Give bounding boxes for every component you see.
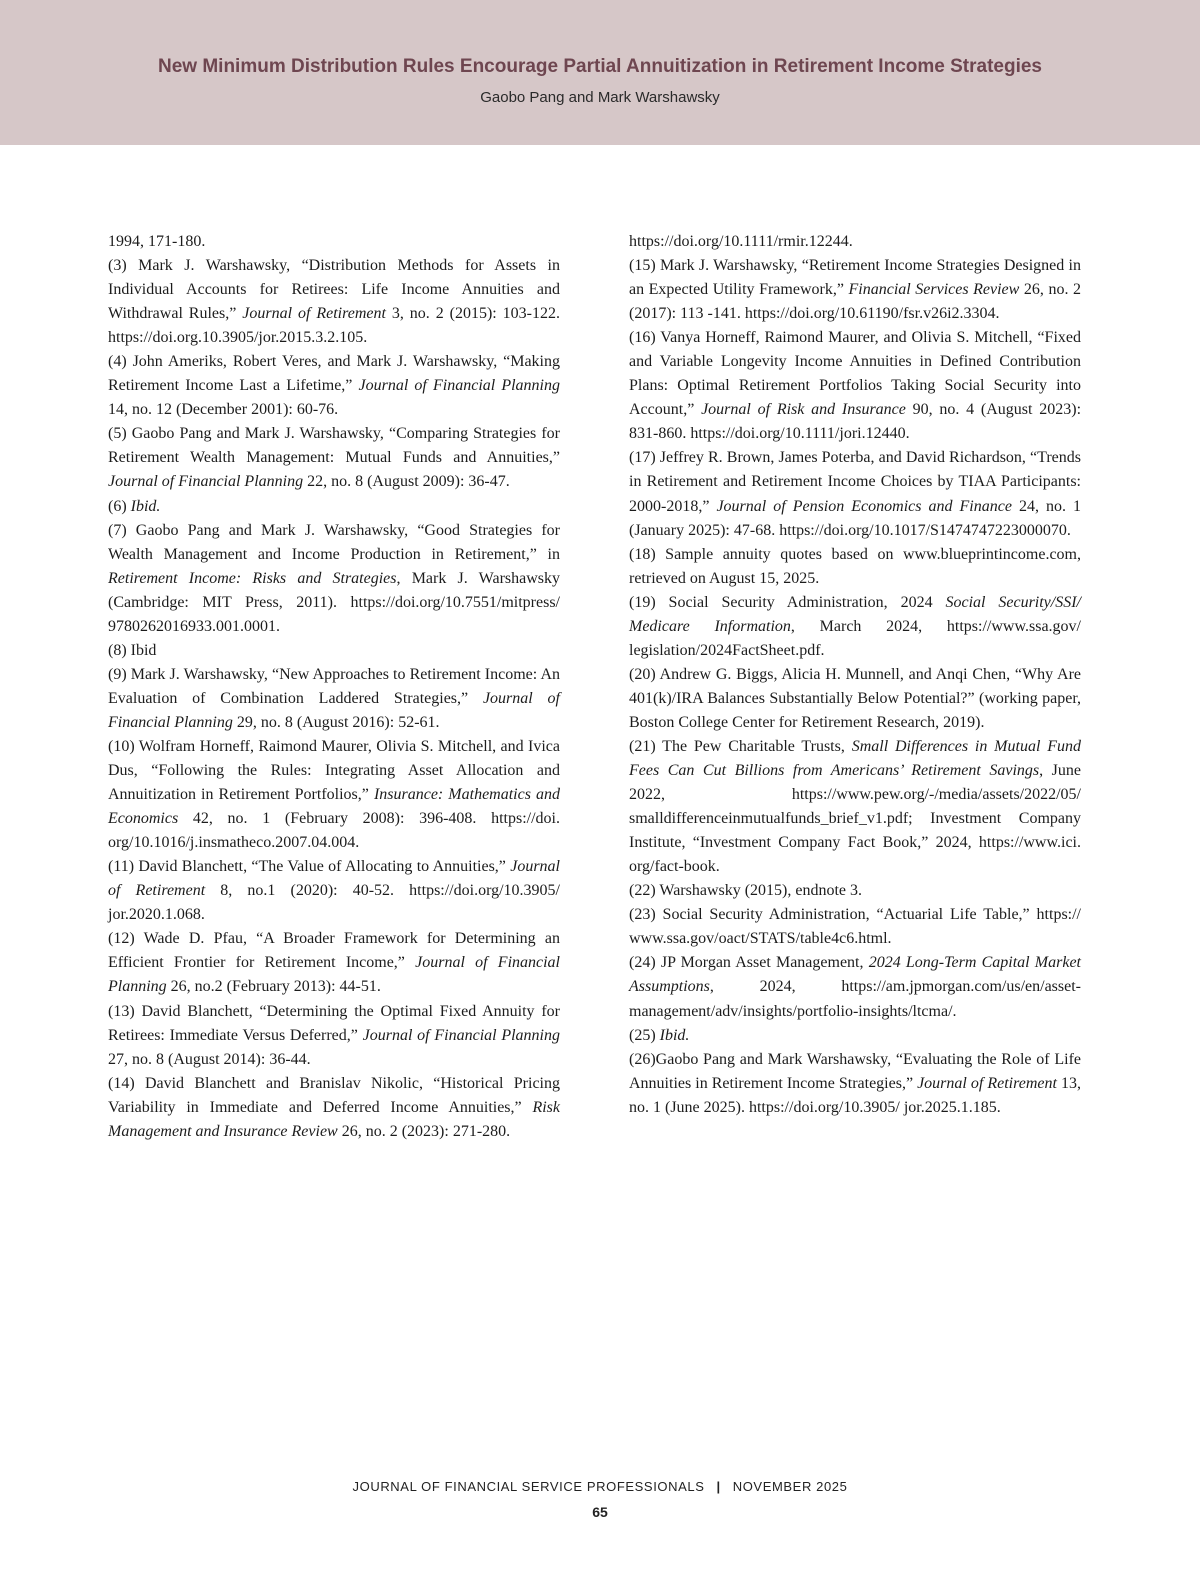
endnote: (24) JP Morgan Asset Management, 2024 Long-Term Capital Market Assumptions, 2024, https://am.jpmorgan.com/us/en/asset-management/adv/insights/portfolio-insights/ltcma/. bbox=[629, 954, 1081, 1020]
article-title: New Minimum Distribution Rules Encourage Partial Annuitization in Retirement Income Strategies bbox=[158, 56, 1042, 77]
endnote: (23) Social Security Administration, “Actuarial Life Table,” https:// www.ssa.gov/oact/STATS/table4c6.html. bbox=[629, 906, 1081, 948]
endnote: (4) John Ameriks, Robert Veres, and Mark J. Warshawsky, “Making Retirement Income Last a Lifetime,” Journal of Financial Planning 14, no. 12 (December 2001): 60-76. bbox=[108, 353, 560, 419]
endnote: (14) David Blanchett and Branislav Nikolic, “Historical Pricing Variability in Immediate and Deferred Income Annuities,” Risk Management and Insurance Review 26, no. 2 (2023): 271-280. bbox=[108, 1074, 560, 1140]
journal-name: JOURNAL OF FINANCIAL SERVICE PROFESSIONALS bbox=[352, 1479, 705, 1494]
endnote: (17) Jeffrey R. Brown, James Poterba, and David Richardson, “Trends in Retirement and Retirement Income Choices by TIAA Participants: 2000-2018,” Journal of Pension Economics and Finance 24, no. 1 (January 2025): 47-68. https://doi.org/10.1017/S1474747223000070. bbox=[629, 449, 1082, 539]
endnote: (16) Vanya Horneff, Raimond Maurer, and Olivia S. Mitchell, “Fixed and Variable Longevity Income Annuities in Defined Contribution Plans: Optimal Retirement Portfolios Taking Social Security into Account,” Journal of Risk and Insurance 90, no. 4 (August 2023): 831-860. https://doi.org/10.1111/jori.12440. bbox=[629, 329, 1082, 443]
endnote: (11) David Blanchett, “The Value of Allocating to Annuities,” Journal of Retirement 8, no.1 (2020): 40-52. https://doi.org/10.3905/ jor.2020.1.068. bbox=[108, 858, 561, 924]
article-authors: Gaobo Pang and Mark Warshawsky bbox=[480, 89, 720, 106]
endnote: (21) The Pew Charitable Trusts, Small Differences in Mutual Fund Fees Can Cut Billions from Americans’ Retirement Savings, June 2022, https://www.pew.org/-/media/assets/2022/05/ smalldifferenceinmutualfunds_brief_v1.pdf; Investment Company Institute, “Investment Company Fact Book,” 2024, https://www.ici. org/fact-book. bbox=[629, 737, 1081, 876]
endnote: (15) Mark J. Warshawsky, “Retirement Income Strategies Designed in an Expected Utility Framework,” Financial Services Review 26, no. 2 (2017): 113 -141. https://doi.org/10.61190/fsr.v26i2.3304. bbox=[629, 257, 1082, 323]
endnote: (20) Andrew G. Biggs, Alicia H. Munnell, and Anqi Chen, “Why Are 401(k)/IRA Balances Substantially Below Potential?” (working paper, Boston College Center for Retirement Research, 2019). bbox=[629, 665, 1081, 731]
endnote: (25) Ibid. bbox=[629, 1026, 690, 1044]
endnote: (8) Ibid bbox=[108, 641, 157, 659]
footer-separator: | bbox=[716, 1479, 721, 1494]
endnote: (10) Wolfram Horneff, Raimond Maurer, Olivia S. Mitchell, and Ivica Dus, “Following the Rules: Integrating Asset Allocation and Annuitization in Retirement Portfolios,” Insurance: Mathematics and Economics 42, no. 1 (February 2008): 396-408. https://doi. org/10.1016/j.insmatheco.2007.04.004. bbox=[108, 737, 560, 852]
running-footer bbox=[0, 1479, 1200, 1494]
endnote: (7) Gaobo Pang and Mark J. Warshawsky, “Good Strategies for Wealth Management and Income Production in Retirement,” in Retirement Income: Risks and Strategies, Mark J. Warshawsky (Cambridge: MIT Press, 2011). https://doi.org/10.7551/mitpress/ 9780262016933.001.0001. bbox=[108, 521, 561, 635]
endnotes-right-column bbox=[629, 230, 1081, 1120]
endnotes-left-column bbox=[108, 230, 560, 1144]
endnote: (6) Ibid. bbox=[108, 497, 161, 515]
header-banner bbox=[0, 0, 1200, 145]
endnote: (18) Sample annuity quotes based on www.blueprintincome.com, retrieved on August 15, 2025. bbox=[629, 545, 1081, 587]
issue-date: NOVEMBER 2025 bbox=[732, 1479, 848, 1494]
endnote: (19) Social Security Administration, 2024 Social Security/SSI/ Medicare Information, March 2024, https://www.ssa.gov/ legislation/2024FactSheet.pdf. bbox=[629, 593, 1081, 659]
endnote: https://doi.org/10.1111/rmir.12244. bbox=[629, 233, 853, 250]
endnote: (5) Gaobo Pang and Mark J. Warshawsky, “Comparing Strategies for Retirement Wealth Management: Mutual Funds and Annuities,” Journal of Financial Planning 22, no. 8 (August 2009): 36-47. bbox=[108, 425, 560, 491]
endnote: (13) David Blanchett, “Determining the Optimal Fixed Annuity for Retirees: Immediate Versus Deferred,” Journal of Financial Planning 27, no. 8 (August 2014): 36-44. bbox=[108, 1002, 561, 1068]
page-number: 65 bbox=[592, 1504, 608, 1520]
endnote: (22) Warshawsky (2015), endnote 3. bbox=[629, 882, 863, 900]
endnote: (9) Mark J. Warshawsky, “New Approaches to Retirement Income: An Evaluation of Combination Laddered Strategies,” Journal of Financial Planning 29, no. 8 (August 2016): 52-61. bbox=[108, 665, 561, 731]
endnote: (12) Wade D. Pfau, “A Broader Framework for Determining an Efficient Frontier for Retirement Income,” Journal of Financial Planning 26, no.2 (February 2013): 44-51. bbox=[108, 930, 561, 996]
endnote: (3) Mark J. Warshawsky, “Distribution Methods for Assets in Individual Accounts for Retirees: Life Income Annuities and Withdrawal Rules,” Journal of Retirement 3, no. 2 (2015): 103-122. https://doi.org.10.3905/jor.2015.3.2.105. bbox=[108, 257, 560, 347]
endnote: (26)Gaobo Pang and Mark Warshawsky, “Evaluating the Role of Life Annuities in Retirement Income Strategies,” Journal of Retirement 13, no. 1 (June 2025). https://doi.org/10.3905/ jor.2025.1.185. bbox=[629, 1050, 1081, 1116]
endnote: 1994, 171-180. bbox=[108, 233, 206, 250]
